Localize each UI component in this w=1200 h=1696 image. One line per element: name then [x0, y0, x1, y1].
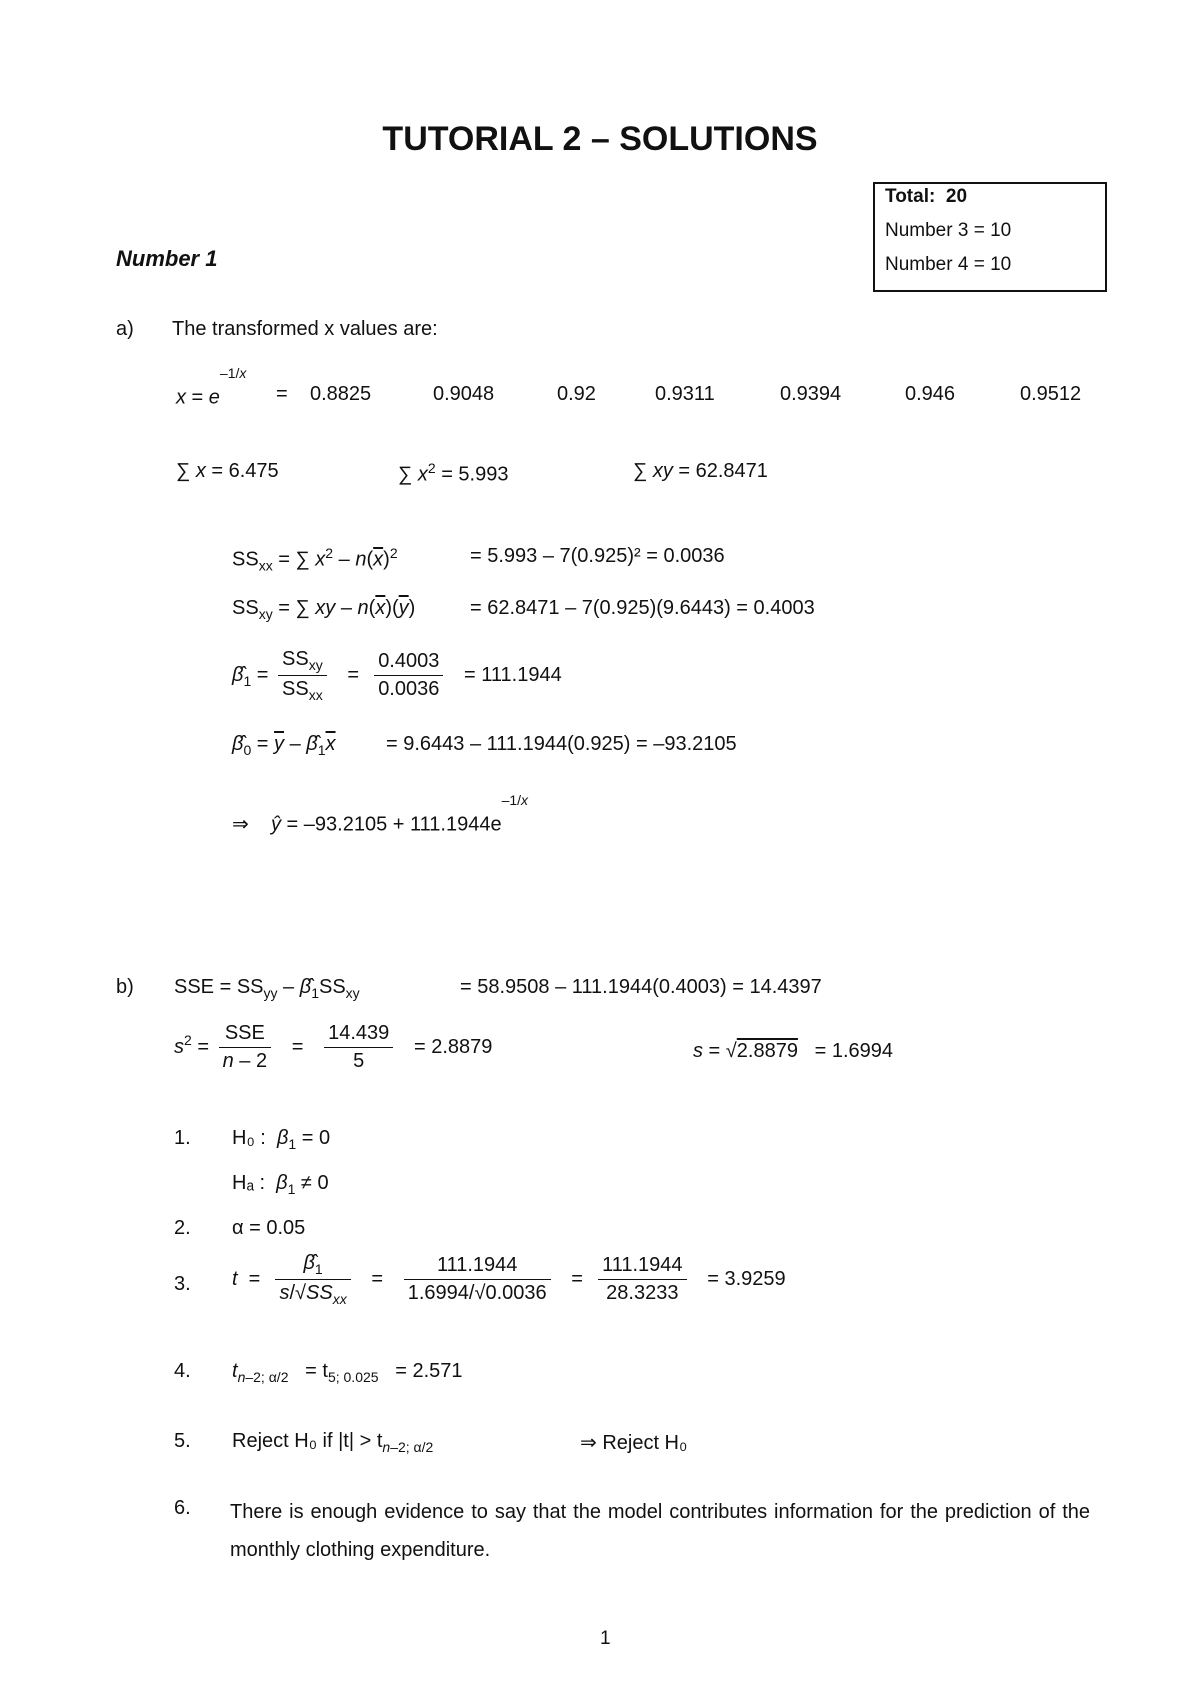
page-title: TUTORIAL 2 – SOLUTIONS — [382, 120, 818, 158]
x-value: 0.9394 — [780, 383, 842, 405]
x-value: 0.9048 — [433, 383, 495, 405]
alt-hypothesis: Hₐ : $\beta_1 \ne 0$ — [232, 1172, 329, 1197]
step-3: 3. — [174, 1273, 191, 1295]
conclusion: There is enough evidence to say that the model contributes information for the prediction of the monthly clothing expenditure. — [230, 1501, 1090, 1561]
part-a-label: a) — [116, 318, 134, 340]
ssxy-calc: = 62.8471 – 7(0.925)(9.6443) = 0.4003 — [470, 597, 815, 619]
ssxy-line: $SS_{xy}$ = ∑ xy – $n(\overline{x})(\overline{y})$ — [232, 597, 416, 622]
decision: ⇒ Reject H₀ — [580, 1432, 688, 1454]
critical-value: $t_{n-2; \alpha/2}$ = $t_{5; 0.025}$ = 2.571 — [232, 1360, 463, 1385]
sse-calc: = 58.9508 – 111.1944(0.4003) = 14.4397 — [460, 976, 822, 998]
step-4: 4. — [174, 1360, 191, 1382]
part-a-intro: The transformed x values are: — [172, 318, 438, 340]
b0-calc: = 9.6443 – 111.1944(0.925) = –93.2105 — [386, 733, 737, 755]
step-6: 6. — [174, 1497, 191, 1519]
part-b-label: b) — [116, 976, 134, 998]
page-number: 1 — [600, 1628, 611, 1649]
marks-box — [873, 182, 1107, 292]
x-value: 0.8825 — [310, 383, 372, 405]
fitted-model: ⇒ ŷ = $-93.2105 + 111.1944e^{-1/x}$ — [232, 792, 529, 836]
s-line: s = √2.8879 = 1.6994 — [693, 1040, 894, 1062]
step-1: 1. — [174, 1127, 191, 1149]
marks-number-3: Number 3 = 10 — [885, 220, 1012, 241]
total-label: Total: 20 — [885, 186, 968, 207]
marks-number-4: Number 4 = 10 — [885, 254, 1012, 275]
s2-line: $s^2$ = $\frac{\text{SSE}}{n - 2}$ = $\frac{14.439}{5}$ = 2.8879 — [174, 1022, 493, 1072]
section-heading: Number 1 — [116, 246, 218, 271]
ssxx-calc: = 5.993 – 7(0.925)² = 0.0036 — [470, 545, 725, 567]
sum-x2: ∑ $x^2 = 5.993$ — [398, 460, 509, 486]
null-hypothesis: H₀ : $\beta_1 = 0$ — [232, 1127, 331, 1152]
sum-x: ∑ x = 6.475 — [176, 460, 279, 482]
b1-line: $\betâ_1$ = $\frac{SS_{xy}}{SS_{xx}}$ = $\frac{0.4003}{0.0036}$ = 111.1944 — [232, 648, 562, 703]
sse-line: SSE = $SS_{yy}$ – $\betâ_1SS_{xy}$ — [174, 976, 360, 1001]
x-value: 0.9311 — [655, 383, 715, 405]
b0-line: $\betâ_0 = \overline{y}$ – $\betâ_1\overline{x}$ — [232, 733, 336, 758]
step-5: 5. — [174, 1430, 191, 1452]
x-value: 0.9512 — [1020, 383, 1082, 405]
step-2: 2. — [174, 1217, 191, 1239]
x-value: 0.946 — [905, 383, 956, 405]
ssxx-line: $SS_{xx}$ = ∑ $x^2 - n(\overline{x})^2$ — [232, 545, 398, 574]
transform-formula: $x = e^{-1/x}$ — [176, 365, 247, 409]
sum-xy: ∑ xy = 62.8471 — [633, 460, 768, 482]
x-value: 0.92 — [557, 383, 596, 405]
t-statistic: t = $\frac{\betâ_1}{s/√SS_{xx}}$ = $\frac{111.1944}{1.6994/√0.0036}$ = $\frac{111.1944}{28.3233}$ = 3.9259 — [232, 1252, 786, 1307]
alpha-level: α = 0.05 — [232, 1217, 306, 1239]
rejection-rule: Reject H₀ if $|t| > t_{n-2; \alpha/2}$ — [232, 1430, 434, 1455]
